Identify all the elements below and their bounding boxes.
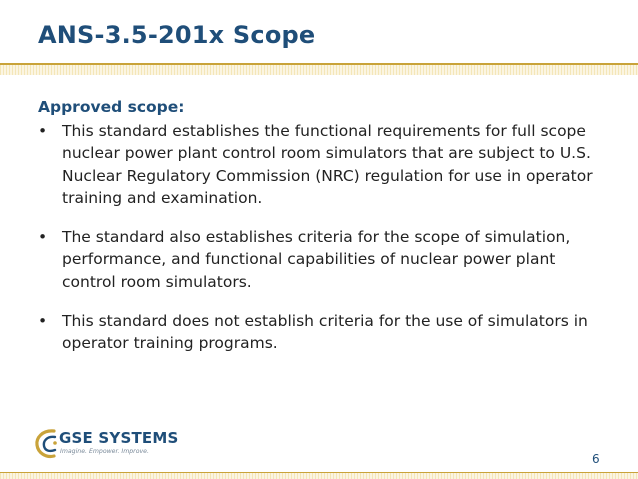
bullet-item: [38, 310, 598, 355]
logo-swirl-icon: [34, 427, 60, 461]
bullet-text: The standard also establishes criteria for the scope of simulation, performance, and functional capabilities of nuclear power plant control room simulators.: [62, 228, 571, 291]
bullet-item: [38, 120, 598, 209]
logo-tagline: Imagine. Empower. Improve.: [60, 448, 149, 455]
bullet-text: This standard establishes the functional requirements for full scope nuclear power plant control room simulators that are subject to U.S. Nuclear Regulatory Commission (NRC) regulation for use in operator training and examination.: [62, 122, 593, 207]
slide-title: ANS-3.5-201x Scope: [38, 21, 316, 49]
page-number: 6: [592, 452, 600, 466]
footer-divider: [0, 472, 638, 479]
subheading: Approved scope:: [38, 98, 185, 116]
company-logo: [34, 425, 179, 463]
bullet-marker: •: [38, 312, 48, 331]
logo-wordmark: GSE SYSTEMS: [59, 429, 179, 447]
bullet-item: [38, 226, 598, 293]
footer-divider-band: [0, 473, 638, 479]
bullet-marker: •: [38, 122, 48, 140]
title-divider-band: [0, 65, 638, 75]
slide-body: [38, 96, 598, 355]
bullet-text: This standard does not establish criteria for the use of simulators in operator training programs.: [62, 312, 588, 353]
title-divider: [0, 63, 638, 75]
bullet-marker: •: [38, 228, 48, 247]
